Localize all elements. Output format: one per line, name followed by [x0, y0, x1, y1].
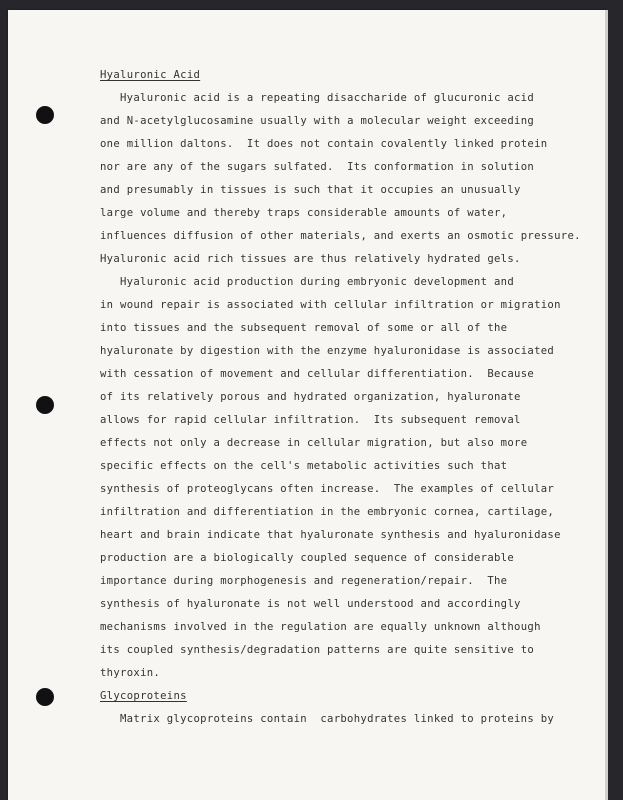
section-heading-hyaluronic-acid: Hyaluronic Acid [100, 69, 201, 81]
text-line: large volume and thereby traps considerable amounts of water, [100, 207, 508, 219]
text-line: hyaluronate by digestion with the enzyme hyaluronidase is associated [100, 345, 555, 357]
text-line: importance during morphogenesis and regeneration/repair. The [100, 575, 508, 587]
paragraph-hyaluronic-production [100, 271, 600, 685]
text-line: Hyaluronic acid is a repeating disaccharide of glucuronic acid [120, 92, 535, 104]
text-line: in wound repair is associated with cellular infiltration or migration [100, 299, 561, 311]
text-line: and presumably in tissues is such that it occupies an unusually [100, 184, 521, 196]
text-line: of its relatively porous and hydrated organization, hyaluronate [100, 391, 521, 403]
text-line: mechanisms involved in the regulation are equally unknown although [100, 621, 541, 633]
text-line: allows for rapid cellular infiltration. Its subsequent removal [100, 414, 521, 426]
text-line: synthesis of proteoglycans often increase. The examples of cellular [100, 483, 555, 495]
text-line: and N-acetylglucosamine usually with a molecular weight exceeding [100, 115, 535, 127]
paragraph-glycoproteins [100, 708, 600, 731]
text-line: specific effects on the cell's metabolic activities such that [100, 460, 508, 472]
typed-text-body [100, 64, 600, 731]
binder-hole-middle [36, 396, 54, 414]
text-line: production are a biologically coupled sequence of considerable [100, 552, 515, 564]
binder-hole-bottom [36, 688, 54, 706]
paragraph-hyaluronic-definition [100, 87, 600, 271]
section-heading-glycoproteins: Glycoproteins [100, 690, 187, 702]
text-line: Hyaluronic acid production during embryonic development and [120, 276, 514, 288]
text-line: thyroxin. [100, 667, 161, 679]
text-line: Hyaluronic acid rich tissues are thus relatively hydrated gels. [100, 253, 521, 265]
text-line: with cessation of movement and cellular differentiation. Because [100, 368, 535, 380]
text-line: its coupled synthesis/degradation patterns are quite sensitive to [100, 644, 535, 656]
document-page [8, 10, 605, 800]
text-line: infiltration and differentiation in the embryonic cornea, cartilage, [100, 506, 555, 518]
binder-hole-top [36, 106, 54, 124]
text-line: into tissues and the subsequent removal of some or all of the [100, 322, 508, 334]
text-line: Matrix glycoproteins contain carbohydrates linked to proteins by [120, 713, 555, 725]
text-line: effects not only a decrease in cellular migration, but also more [100, 437, 528, 449]
text-line: heart and brain indicate that hyaluronate synthesis and hyaluronidase [100, 529, 561, 541]
text-line: nor are any of the sugars sulfated. Its conformation in solution [100, 161, 535, 173]
text-line: influences diffusion of other materials, and exerts an osmotic pressure. [100, 230, 581, 242]
text-line: one million daltons. It does not contain covalently linked protein [100, 138, 548, 150]
text-line: synthesis of hyaluronate is not well understood and accordingly [100, 598, 521, 610]
